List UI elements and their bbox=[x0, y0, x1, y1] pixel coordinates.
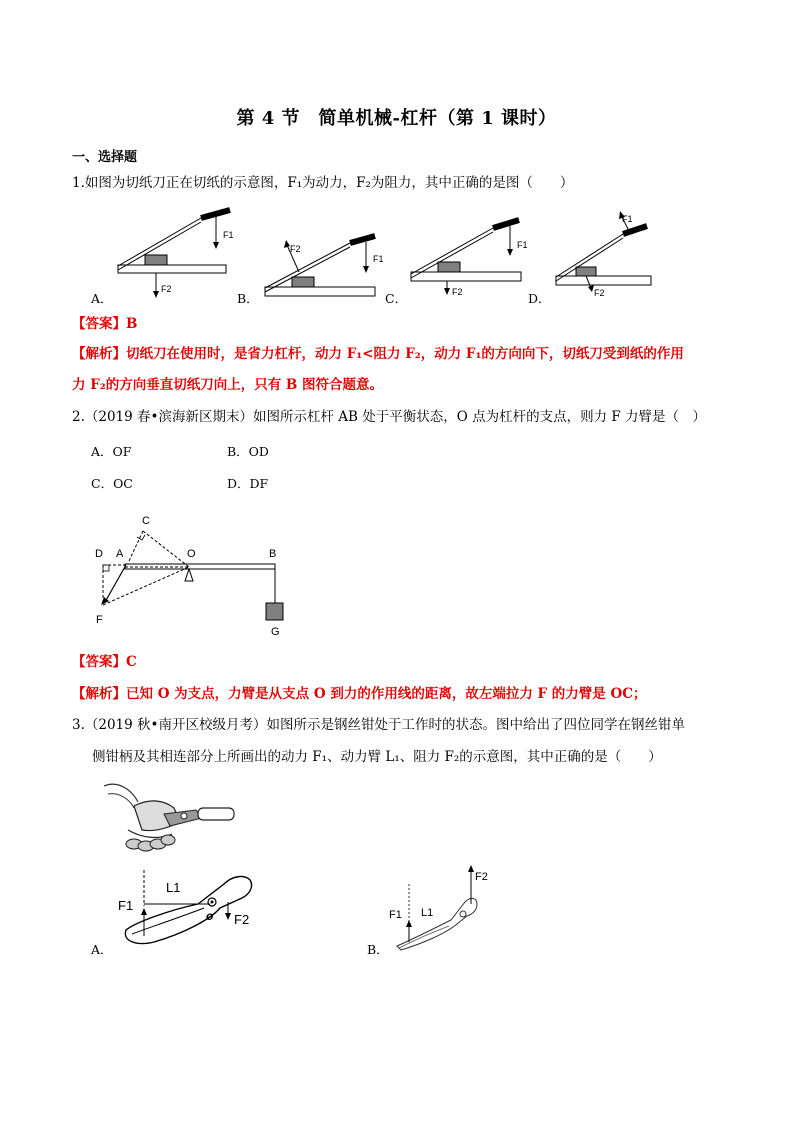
q1-option-b: B． bbox=[237, 291, 259, 306]
q1-analysis-line1: 【解析】切纸刀在使用时，是省力杠杆，动力 F₁<阻力 F₂，动力 F₁的方向向下，切纸刀受到纸的作用 bbox=[72, 346, 684, 362]
question-3-stem-line1: 3.（2019 秋•南开区校级月考）如图所示是钢丝钳处于工作时的状态。图中给出了四位同学在钢丝钳单 bbox=[72, 717, 685, 733]
q1-figure-c bbox=[411, 220, 528, 297]
q2-label-o: O bbox=[187, 548, 196, 560]
q2-option-c: C．OC bbox=[91, 476, 133, 491]
q2-label-c: C bbox=[142, 515, 150, 527]
q3b-l1-label: L1 bbox=[421, 907, 434, 919]
q3-hand-pliers-image bbox=[98, 778, 238, 860]
q1c-f1-label: F1 bbox=[517, 240, 528, 250]
q2-lever-figure bbox=[85, 505, 305, 645]
q2-option-b: B．OD bbox=[227, 444, 269, 459]
q1a-f1-label: F1 bbox=[223, 230, 234, 240]
q2-option-d: D．DF bbox=[227, 476, 269, 491]
q2-label-b: B bbox=[269, 548, 277, 560]
q1-figure-a bbox=[118, 210, 234, 298]
q3-figure-b bbox=[385, 862, 495, 952]
q1a-f2-label: F2 bbox=[161, 284, 172, 294]
q2-label-f: F bbox=[96, 614, 103, 626]
q3a-l1-label: L1 bbox=[166, 880, 181, 895]
question-3-stem-line2: 侧钳柄及其相连部分上所画出的动力 F₁、动力臂 L₁、阻力 F₂的示意图，其中正确的是（ ） bbox=[92, 749, 662, 765]
q3b-f2-label: F2 bbox=[475, 871, 488, 883]
q1d-f2-label: F2 bbox=[594, 288, 605, 298]
q1d-f1-label: F1 bbox=[622, 214, 633, 224]
question-2-stem: 2.（2019 春•滨海新区期末）如图所示杠杆 AB 处于平衡状态，O 点为杠杆的支点，则力 F 力臂是（ ） bbox=[72, 409, 707, 425]
q1-figure-b bbox=[265, 236, 384, 296]
q3a-f2-label: F2 bbox=[234, 912, 250, 927]
question-1-stem: 1.如图为切纸刀正在切纸的示意图，F₁为动力，F₂为阻力，其中正确的是图（ ） bbox=[72, 175, 574, 191]
q3a-o-label: o bbox=[206, 909, 214, 923]
q1-answer: 【答案】B bbox=[72, 316, 138, 332]
q2-analysis: 【解析】已知 O 为支点，力臂是从支点 O 到力的作用线的距离，故左端拉力 F 的力臂是 OC； bbox=[72, 686, 647, 702]
section-heading: 一、选择题 bbox=[72, 150, 138, 165]
q3-option-b: B． bbox=[367, 942, 389, 957]
q1-analysis-line2: 力 F₂的方向垂直切纸刀向上，只有 B 图符合题意。 bbox=[72, 377, 384, 393]
q1-option-a: A． bbox=[91, 291, 113, 306]
q2-option-a: A．OF bbox=[91, 444, 132, 459]
q1-figure-d bbox=[556, 211, 651, 298]
q2-label-g: G bbox=[271, 626, 280, 638]
q1c-f2-label: F2 bbox=[452, 287, 463, 297]
q1b-f2-label: F2 bbox=[290, 244, 301, 254]
page-title: 第 4 节 简单机械-杠杆（第 1 课时） bbox=[236, 108, 557, 129]
q3a-f1-label: F1 bbox=[118, 898, 134, 913]
q1-option-d: D． bbox=[528, 291, 551, 306]
q1-option-c: C． bbox=[385, 291, 408, 306]
q3-option-a: A． bbox=[91, 942, 113, 957]
q2-label-a: A bbox=[116, 548, 124, 560]
q3-figure-a bbox=[108, 868, 268, 952]
q1b-f1-label: F1 bbox=[373, 254, 384, 264]
q2-label-d: D bbox=[95, 548, 103, 560]
q2-answer: 【答案】C bbox=[72, 654, 137, 670]
q3b-f1-label: F1 bbox=[389, 909, 402, 921]
